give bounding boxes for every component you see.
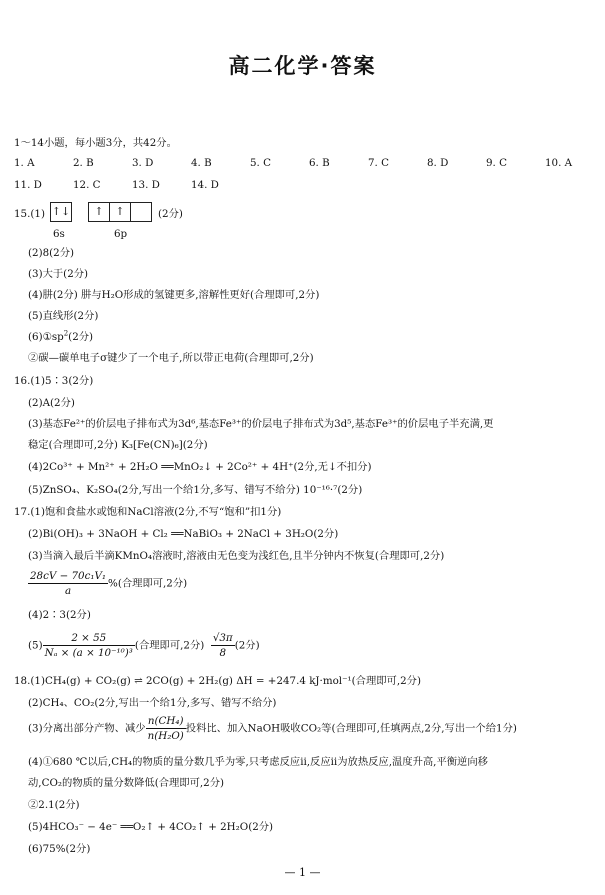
orbital-box-6s: [50, 202, 72, 222]
q17-line-2: (2)Bi(OH)₃ + 3NaOH + Cl₂ ══NaBiO₃ + 2NaCl + 3H₂O(2分): [28, 528, 339, 540]
q17-line-5: [28, 631, 260, 660]
q17-fraction-density: [43, 631, 135, 660]
q17-fraction-line: [28, 569, 187, 598]
q16-line-2: (2)A(2分): [28, 397, 75, 409]
q16-line-1: 16.(1)5∶3(2分): [14, 375, 94, 387]
answer-item: 2. B: [73, 157, 94, 169]
orbital-cell: [131, 203, 151, 221]
fraction-tail: %(合理即可,2分): [108, 577, 188, 590]
q18-line-5: 动,CO₂的物质的量分数降低(合理即可,2分): [28, 777, 225, 789]
q18-line-6: ②2.1(2分): [28, 799, 80, 811]
answer-item: 13. D: [132, 179, 160, 191]
answer-item: 11. D: [14, 179, 42, 191]
answer-item: 8. D: [427, 157, 449, 169]
orbital-cell: ↑: [110, 203, 131, 221]
q15-line-2: (2)8(2分): [28, 247, 75, 259]
answer-item: 3. D: [132, 157, 154, 169]
answer-item: 5. C: [250, 157, 271, 169]
fraction-denominator: Nₐ × (a × 10⁻¹⁰)³: [44, 647, 133, 659]
q17-line-4: (4)2∶3(2分): [28, 609, 91, 621]
q18-line-4: (4)①680 ℃以后,CH₄的物质的量分数几乎为零,只考虑反应ⅱ,反应ⅱ为放热反应,温度升高,平衡逆向移: [28, 756, 488, 768]
q18-l3-prefix: (3)分离出部分产物、减少: [28, 722, 146, 735]
fraction-numerator: 2 × 55: [43, 631, 135, 646]
answer-item: 1. A: [14, 157, 35, 169]
q18-l3-tail: 投料比、加入NaOH吸收CO₂等(合理即可,任填两点,2分,写出一个给1分): [185, 722, 517, 735]
q16-line-3: (3)基态Fe²⁺的价层电子排布式为3d⁶,基态Fe³⁺的价层电子排布式为3d⁵,基态Fe³⁺的价层电子半充满,更: [28, 418, 494, 430]
orbital-cell: ↑↓: [51, 205, 71, 218]
q17-fraction: [28, 569, 108, 598]
q18-line-7: (5)4HCO₃⁻ − 4e⁻ ══O₂↑ + 4CO₂↑ + 2H₂O(2分): [28, 821, 274, 833]
q16-line-4: 稳定(合理即可,2分) K₃[Fe(CN)₆](2分): [28, 439, 208, 451]
q17-l5-mid: (合理即可,2分): [134, 639, 205, 652]
q17-fraction-ratio: [211, 631, 235, 660]
fraction-denominator: 8: [219, 647, 227, 659]
answers-row-1: [14, 157, 604, 170]
orbital-cell: ↑: [89, 203, 110, 221]
q18-line-2: (2)CH₄、CO₂(2分,写出一个给1分,多写、错写不给分): [28, 697, 277, 709]
orbital-label-6s: 6s: [53, 228, 65, 240]
answer-item: 9. C: [486, 157, 507, 169]
q15-line-7: ②碳—碳单电子σ键少了一个电子,所以带正电荷(合理即可,2分): [28, 352, 314, 364]
q16-line-5: (4)2Co³⁺ + Mn²⁺ + 2H₂O ══MnO₂↓ + 2Co²⁺ + 4H⁺(2分,无↓不扣分): [28, 461, 372, 473]
q18-fraction: [146, 714, 186, 743]
q17-l5-prefix: (5): [28, 639, 43, 652]
q15-l6-text: (6)①sp: [28, 331, 64, 343]
q17-l5-tail: (2分): [234, 639, 260, 652]
answer-item: 14. D: [191, 179, 219, 191]
q15-line-6: $(6)①sp^2(2$分): [28, 329, 94, 343]
q18-line-3: [28, 714, 517, 743]
orbital-label-6p: 6p: [114, 228, 128, 240]
answer-item: 7. C: [368, 157, 389, 169]
answer-item: 4. B: [191, 157, 212, 169]
q17-line-3: (3)当滴入最后半滴KMnO₄溶液时,溶液由无色变为浅红色,且半分钟内不恢复(合理即可,2分): [28, 550, 445, 562]
page-number: — 1 —: [284, 866, 321, 879]
fraction-denominator: a: [64, 585, 72, 597]
q17-line-1: 17.(1)饱和食盐水或饱和NaCl溶液(2分,不写“饱和”扣1分): [14, 506, 282, 518]
fraction-denominator: n(H₂O): [147, 730, 184, 742]
q15-l6-score: (2分): [68, 331, 94, 343]
q15-score: (2分): [158, 208, 183, 220]
section-intro: 1～14小题，每小题3分，共42分。: [14, 137, 177, 149]
fraction-numerator: 28cV − 70c₁V₁: [30, 570, 107, 582]
page-title: 高二化学·答案: [228, 54, 377, 78]
q15-label: 15.(1): [14, 208, 45, 220]
q18-line-8: (6)75%(2分): [28, 843, 91, 855]
q15-line-5: (5)直线形(2分): [28, 310, 99, 322]
answer-item: 12. C: [73, 179, 101, 191]
q16-line-6: (5)ZnSO₄、K₂SO₄(2分,写出一个给1分,多写、错写不给分) 10⁻¹⁶·⁷(2分): [28, 484, 363, 496]
q15-line-4: (4)肼(2分) 肼与H₂O形成的氢键更多,溶解性更好(合理即可,2分): [28, 289, 320, 301]
q15-line-3: (3)大于(2分): [28, 268, 89, 280]
answer-item: 10. A: [545, 157, 573, 169]
answer-item: 6. B: [309, 157, 330, 169]
fraction-numerator: √3π: [212, 632, 233, 644]
fraction-numerator: n(CH₄): [146, 714, 186, 729]
orbital-box-6p: [88, 202, 152, 222]
answers-row-2: [14, 179, 250, 192]
q18-line-1: 18.(1)CH₄(g) + CO₂(g) ⇌ 2CO(g) + 2H₂(g) ΔH = +247.4 kJ·mol⁻¹(合理即可,2分): [14, 675, 421, 687]
